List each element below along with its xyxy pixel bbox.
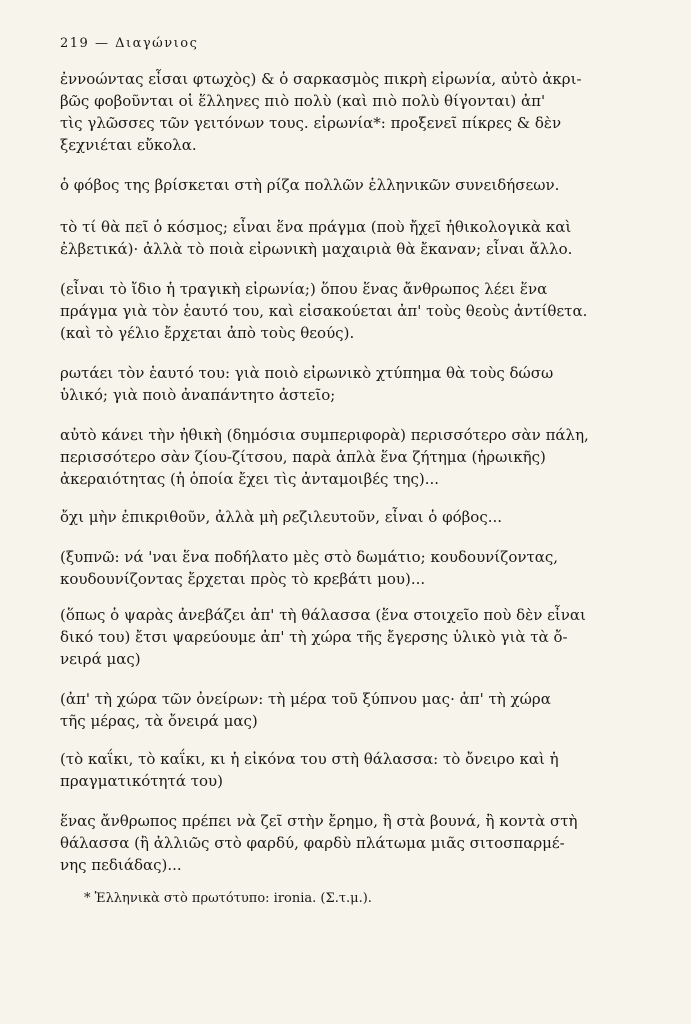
text-line: ὁ φόβος της βρίσκεται στὴ ρίζα πολλῶν ἑλληνικῶν συνειδήσεων.: [60, 176, 560, 194]
text-line: βῶς φοβοῦνται οἱ ἕλληνες πιὸ πολὺ (καὶ πιὸ πολὺ θίγονται) ἀπ': [60, 92, 546, 110]
text-line: ρωτάει τὸν ἑαυτό του: γιὰ ποιὸ εἰρωνικὸ χτύπημα θὰ τοὺς δώσω: [60, 364, 554, 382]
paragraph: [60, 174, 605, 196]
page-number: 219: [60, 36, 90, 51]
text-line: (ὅπως ὁ ψαρὰς ἀνεβάζει ἀπ' τὴ θάλασσα (ἕνα στοιχεῖο ποὺ δὲν εἶναι: [60, 606, 586, 624]
text-line: πράγμα γιὰ τὸν ἑαυτό του, καὶ εἰσακούεται ἀπ' τοὺς θεοὺς ἀντίθετα.: [60, 302, 588, 320]
footnote: * Ἑλληνικὰ στὸ πρωτότυπο: ironia. (Σ.τ.μ.).: [84, 891, 372, 906]
text-line: (τὸ καΐκι, τὸ καΐκι, κι ἡ εἰκόνα του στὴ θάλασσα: τὸ ὄνειρο καὶ ἡ: [60, 750, 559, 768]
text-line: πραγματικότητά του): [60, 772, 224, 790]
text-line: (εἶναι τὸ ἴδιο ἡ τραγικὴ εἰρωνία;) ὅπου ἕνας ἄνθρωπος λέει ἕνα: [60, 280, 548, 298]
text-line: αὐτὸ κάνει τὴν ἠθικὴ (δημόσια συμπεριφορὰ) περισσότερο σὰν πάλη,: [60, 426, 589, 444]
text-line: νης πεδιάδας)...: [60, 856, 182, 874]
text-line: (ξυπνῶ: νά 'ναι ἕνα ποδήλατο μὲς στὸ δωμάτιο; κουδουνίζοντας,: [60, 548, 559, 566]
paragraph: [60, 68, 605, 156]
text-line: ἐλβετικά)· ἀλλὰ τὸ ποιὰ εἰρωνικὴ μαχαιριὰ θὰ ἔκαναν; εἶναι ἄλλο.: [60, 240, 573, 258]
text-line: ἐννοώντας εἶσαι φτωχὸς) & ὁ σαρκασμὸς πικρὴ εἰρωνία, αὐτὸ ἀκρι-: [60, 70, 582, 88]
running-header: [60, 36, 198, 51]
paragraph: [60, 424, 605, 490]
text-line: (ἀπ' τὴ χώρα τῶν ὀνείρων: τὴ μέρα τοῦ ξύπνου μας· ἀπ' τὴ χώρα: [60, 690, 551, 708]
text-line: περισσότερο σὰν ζίου-ζίτσου, παρὰ ἁπλὰ ἕνα ζήτημα (ἡρωικῆς): [60, 448, 546, 466]
text-line: ξεχνιέται εὔκολα.: [60, 136, 197, 154]
text-line: τῆς μέρας, τὰ ὄνειρά μας): [60, 712, 258, 730]
text-line: τὶς γλῶσσες τῶν γειτόνων τους. εἰρωνία*: προξενεῖ πίκρες & δὲν: [60, 114, 562, 132]
text-line: νειρά μας): [60, 650, 141, 668]
running-title: Διαγώνιος: [115, 36, 199, 51]
paragraph: [60, 810, 605, 876]
header-separator: —: [94, 36, 110, 51]
paragraph: [60, 278, 605, 344]
paragraph: [60, 688, 605, 732]
text-line: ὄχι μὴν ἐπικριθοῦν, ἀλλὰ μὴ ρεζιλευτοῦν, εἶναι ὁ φόβος...: [60, 508, 503, 526]
paragraph: [60, 362, 605, 406]
paragraph: [60, 748, 605, 792]
text-line: θάλασσα (ἢ ἀλλιῶς στὸ φαρδύ, φαρδὺ πλάτωμα μιᾶς σιτοσπαρμέ-: [60, 834, 565, 852]
paragraph: [60, 216, 605, 260]
text-line: τὸ τί θὰ πεῖ ὁ κόσμος; εἶναι ἕνα πράγμα (ποὺ ἤχεῖ ἠθικολογικὰ καὶ: [60, 218, 572, 236]
text-line: (καὶ τὸ γέλιο ἔρχεται ἀπὸ τοὺς θεούς).: [60, 324, 355, 342]
paragraph: [60, 506, 605, 528]
text-line: ὑλικό; γιὰ ποιὸ ἀναπάντητο ἀστεῖο;: [60, 386, 336, 404]
paragraph: [60, 604, 605, 670]
paragraph: [60, 546, 605, 590]
text-line: ἀκεραιότητας (ἡ ὁποία ἔχει τὶς ἀνταμοιβές της)...: [60, 470, 440, 488]
text-line: ἕνας ἄνθρωπος πρέπει νὰ ζεῖ στὴν ἔρημο, ἢ στὰ βουνά, ἢ κοντὰ στὴ: [60, 812, 578, 830]
text-line: δικό του) ἔτσι ψαρεύουμε ἀπ' τὴ χώρα τῆς ἔγερσης ὑλικὸ γιὰ τὰ ὄ-: [60, 628, 568, 646]
text-line: κουδουνίζοντας ἔρχεται πρὸς τὸ κρεβάτι μου)...: [60, 570, 426, 588]
